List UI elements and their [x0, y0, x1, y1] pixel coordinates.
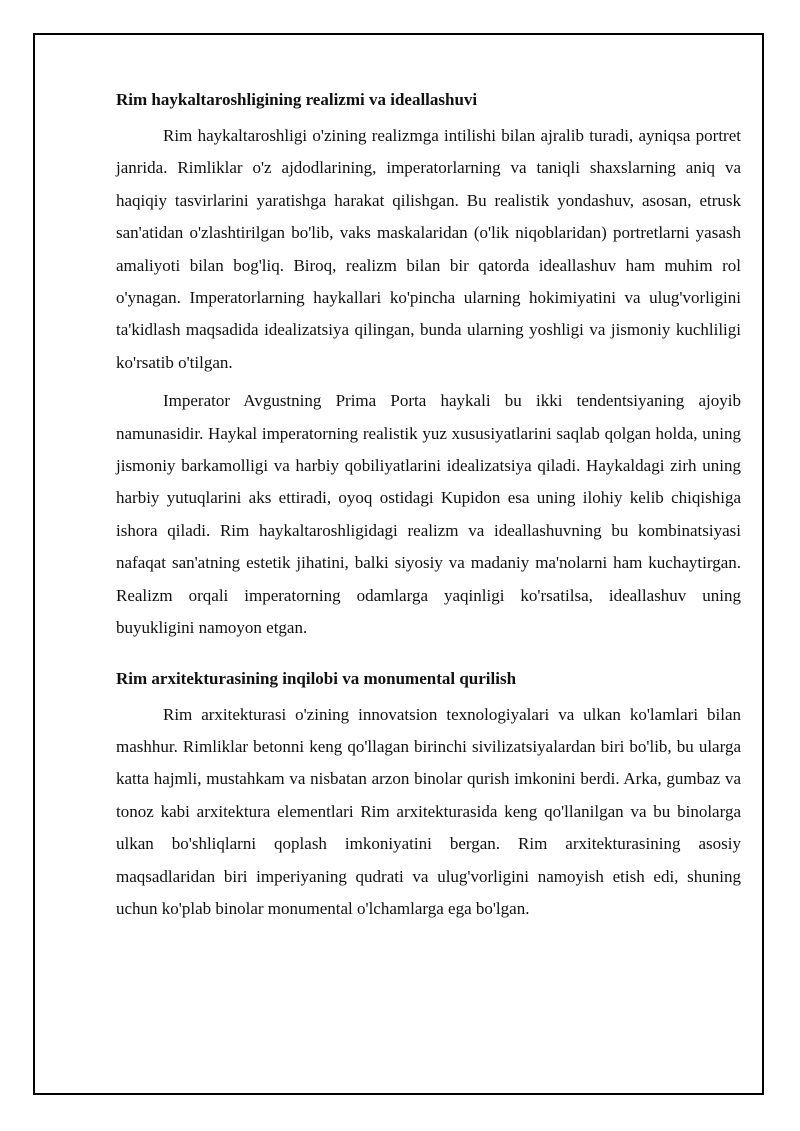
document-body: [116, 84, 741, 931]
paragraph-sculpture-realism: Rim haykaltaroshligi o'zining realizmga intilishi bilan ajralib turadi, ayniqsa portret janrida. Rimliklar o'z ajdodlarining, imperatorlarning va taniqli shaxslarning aniq va haqiqiy tasvirlarini yaratishga harakat qilishgan. Bu realistik yondashuv, asosan, etrusk san'atidan o'zlashtirilgan bo'lib, vaks maskalaridan (o'lik niqoblaridan) portretlarni yasash amaliyoti bilan bog'liq. Biroq, realizm bilan bir qatorda ideallashuv ham muhim rol o'ynagan. Imperatorlarning haykallari ko'pincha ularning hokimiyatini va ulug'vorligini ta'kidlash maqsadida idealizatsiya qilingan, bunda ularning yoshligi va jismoniy kuchliligi ko'rsatib o'tilgan.: [116, 126, 741, 372]
section-heading-sculpture: Rim haykaltaroshligining realizmi va ideallashuvi: [116, 90, 478, 109]
section-spacer: [116, 651, 741, 663]
paragraph-prima-porta: Imperator Avgustning Prima Porta haykali bu ikki tendentsiyaning ajoyib namunasidir. Haykal imperatorning realistik yuz xususiyatlarini saqlab qolgan holda, uning jismoniy barkamolligi va harbiy qobiliyatlarini idealizatsiya qiladi. Haykaldagi zirh uning harbiy yutuqlarini aks ettiradi, oyoq ostidagi Kupidon esa uning ilohiy kelib chiqishiga ishora qiladi. Rim haykaltaroshligidagi realizm va ideallashuvning bu kombinatsiyasi nafaqat san'atning estetik jihatini, balki siyosiy va madaniy ma'nolarni ham kuchaytirgan. Realizm orqali imperatorning odamlarga yaqinligi ko'rsatilsa, ideallashuv uning buyukligini namoyon etgan.: [116, 391, 741, 638]
paragraph-architecture: Rim arxitekturasi o'zining innovatsion texnologiyalari va ulkan ko'lamlari bilan mashhur. Rimliklar betonni keng qo'llagan birinchi sivilizatsiyalardan biri bo'lib, bu ularga katta hajmli, mustahkam va nisbatan arzon binolar qurish imkonini berdi. Arka, gumbaz va tonoz kabi arxitektura elementlari Rim arxitekturasida keng qo'llanilgan va bu binolarga ulkan bo'shliqlarni qoplash imkoniyatini bergan. Rim arxitekturasining asosiy maqsadlaridan biri imperiyaning qudrati va ulug'vorligini namoyish etish edi, shuning uchun ko'plab binolar monumental o'lchamlarga ega bo'lgan.: [116, 704, 741, 918]
section-heading-architecture: Rim arxitekturasining inqilobi va monumental qurilish: [116, 668, 517, 688]
